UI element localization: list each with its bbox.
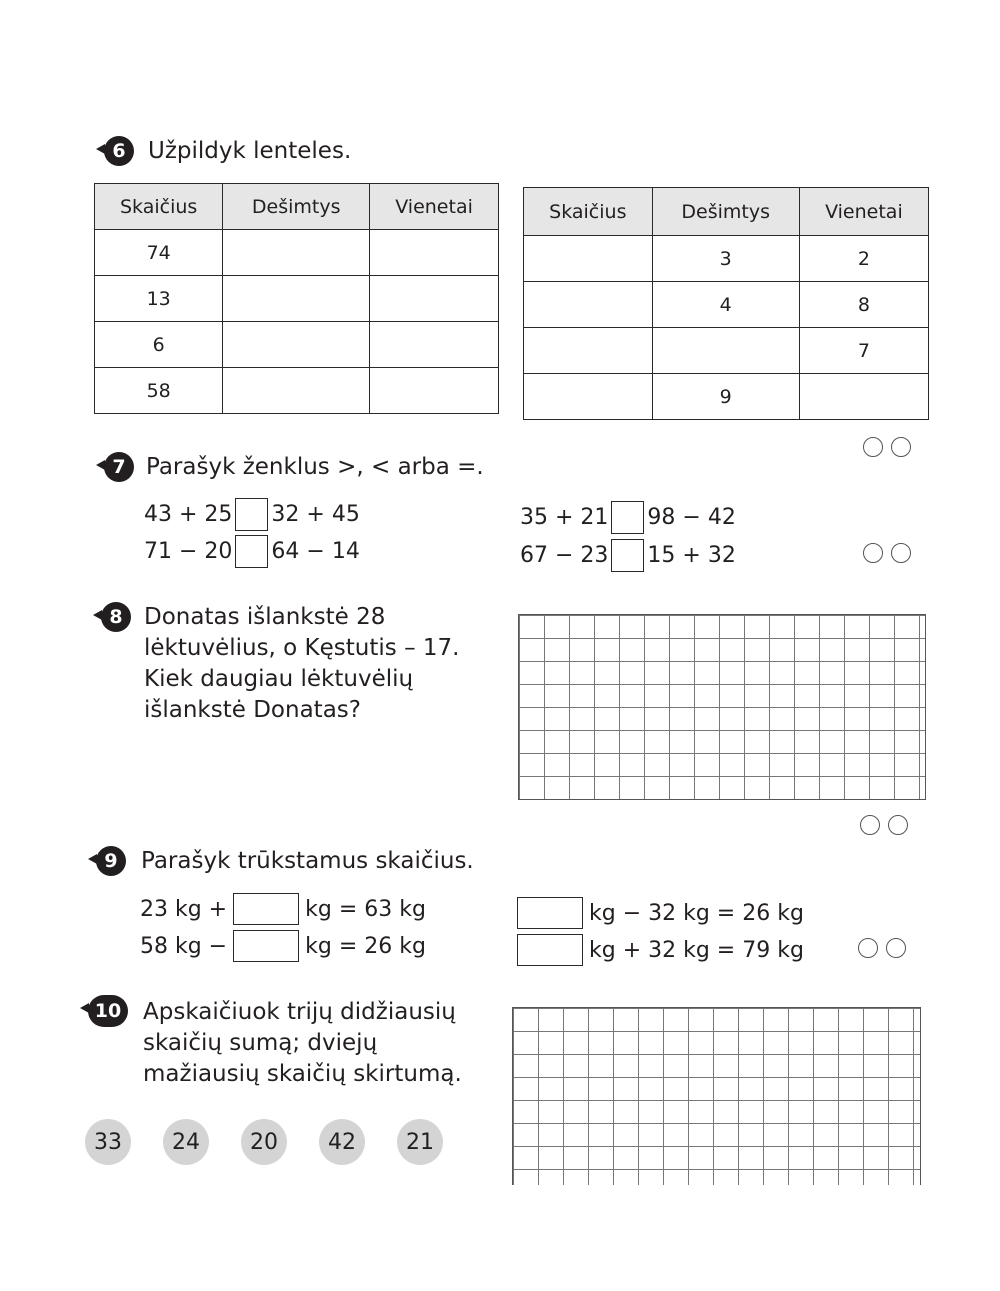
left-expression: 67 − 23 — [520, 543, 609, 568]
answer-grid[interactable] — [512, 1007, 921, 1185]
exercise-10-badge: 10 — [88, 995, 128, 1027]
table-cell: 6 — [95, 322, 223, 368]
left-expression: 71 − 20 — [144, 539, 233, 564]
answer-cell[interactable] — [223, 368, 370, 414]
answer-cell[interactable] — [370, 230, 499, 276]
answer-cell[interactable] — [370, 276, 499, 322]
exercise-6-badge: 6 — [104, 136, 134, 166]
left-expression: 43 + 25 — [144, 502, 233, 527]
expression-end: kg = 26 kg — [305, 933, 426, 959]
answer-cell[interactable] — [524, 328, 653, 374]
answer-cell[interactable] — [370, 368, 499, 414]
text-line: Kiek daugiau lėktuvėlių — [144, 666, 414, 692]
missing-number-row — [511, 934, 804, 966]
header-ones: Vienetai — [370, 184, 499, 230]
exercise-9-title: Parašyk trūkstamus skaičius. — [141, 848, 474, 874]
table-cell: 74 — [95, 230, 223, 276]
sign-box[interactable] — [235, 498, 268, 531]
header-tens: Dešimtys — [223, 184, 370, 230]
missing-number-row — [140, 930, 426, 962]
table-cell: 58 — [95, 368, 223, 414]
answer-cell[interactable] — [524, 282, 653, 328]
table-cell: 7 — [799, 328, 928, 374]
text-line: Apskaičiuok trijų didžiausių — [143, 999, 456, 1025]
self-assessment-icon — [863, 437, 911, 457]
comparison-row — [144, 498, 360, 531]
exercise-7-title: Parašyk ženklus >, < arba =. — [146, 454, 484, 480]
missing-number-box[interactable] — [233, 930, 299, 962]
text-line: skaičių sumą; dviejų — [143, 1030, 378, 1056]
text-line: išlankstė Donatas? — [144, 697, 361, 723]
comparison-row — [520, 501, 736, 534]
answer-cell[interactable] — [652, 328, 799, 374]
exercise-10-text — [143, 997, 462, 1090]
answer-cell[interactable] — [524, 236, 653, 282]
expression-end: kg + 32 kg = 79 kg — [589, 937, 804, 963]
self-assessment-icon — [858, 938, 906, 958]
tens-ones-table-right — [523, 187, 929, 420]
text-line: Donatas išlankstė 28 — [144, 604, 386, 630]
answer-cell[interactable] — [370, 322, 499, 368]
table-cell: 13 — [95, 276, 223, 322]
number-circle: 24 — [163, 1119, 209, 1165]
comparison-row — [144, 535, 360, 568]
right-expression: 15 + 32 — [647, 543, 736, 568]
missing-number-row — [511, 897, 804, 929]
table-cell: 9 — [652, 374, 799, 420]
left-expression: 35 + 21 — [520, 505, 609, 530]
answer-cell[interactable] — [799, 374, 928, 420]
missing-number-box[interactable] — [517, 934, 583, 966]
exercise-9-badge: 9 — [96, 846, 126, 876]
number-circle: 42 — [319, 1119, 365, 1165]
self-assessment-icon — [863, 543, 911, 563]
self-assessment-icon — [860, 815, 908, 835]
header-number: Skaičius — [524, 188, 653, 236]
answer-cell[interactable] — [223, 322, 370, 368]
exercise-8-text — [144, 602, 459, 726]
sign-box[interactable] — [235, 535, 268, 568]
right-expression: 98 − 42 — [647, 505, 736, 530]
answer-cell[interactable] — [223, 276, 370, 322]
answer-cell[interactable] — [223, 230, 370, 276]
text-line: mažiausių skaičių skirtumą. — [143, 1061, 462, 1087]
answer-grid[interactable] — [518, 614, 926, 800]
right-expression: 64 − 14 — [271, 539, 360, 564]
table-cell: 3 — [652, 236, 799, 282]
expression-start: 23 kg + — [140, 896, 228, 922]
exercise-7-badge: 7 — [104, 452, 134, 482]
tens-ones-table-left — [94, 183, 499, 414]
header-tens: Dešimtys — [652, 188, 799, 236]
text-line: lėktuvėlius, o Kęstutis – 17. — [144, 635, 460, 661]
missing-number-box[interactable] — [233, 893, 299, 925]
table-cell: 8 — [799, 282, 928, 328]
exercise-6-title: Užpildyk lenteles. — [148, 138, 352, 164]
expression-end: kg − 32 kg = 26 kg — [589, 900, 804, 926]
exercise-8-badge: 8 — [101, 602, 131, 632]
table-cell: 2 — [799, 236, 928, 282]
answer-cell[interactable] — [524, 374, 653, 420]
number-circle: 33 — [85, 1119, 131, 1165]
sign-box[interactable] — [611, 501, 644, 534]
number-circle: 20 — [241, 1119, 287, 1165]
sign-box[interactable] — [611, 539, 644, 572]
table-cell: 4 — [652, 282, 799, 328]
header-number: Skaičius — [95, 184, 223, 230]
number-circle: 21 — [397, 1119, 443, 1165]
missing-number-box[interactable] — [517, 897, 583, 929]
header-ones: Vienetai — [799, 188, 928, 236]
right-expression: 32 + 45 — [271, 502, 360, 527]
missing-number-row — [140, 893, 426, 925]
expression-start: 58 kg − — [140, 933, 228, 959]
comparison-row — [520, 539, 736, 572]
expression-end: kg = 63 kg — [305, 896, 426, 922]
